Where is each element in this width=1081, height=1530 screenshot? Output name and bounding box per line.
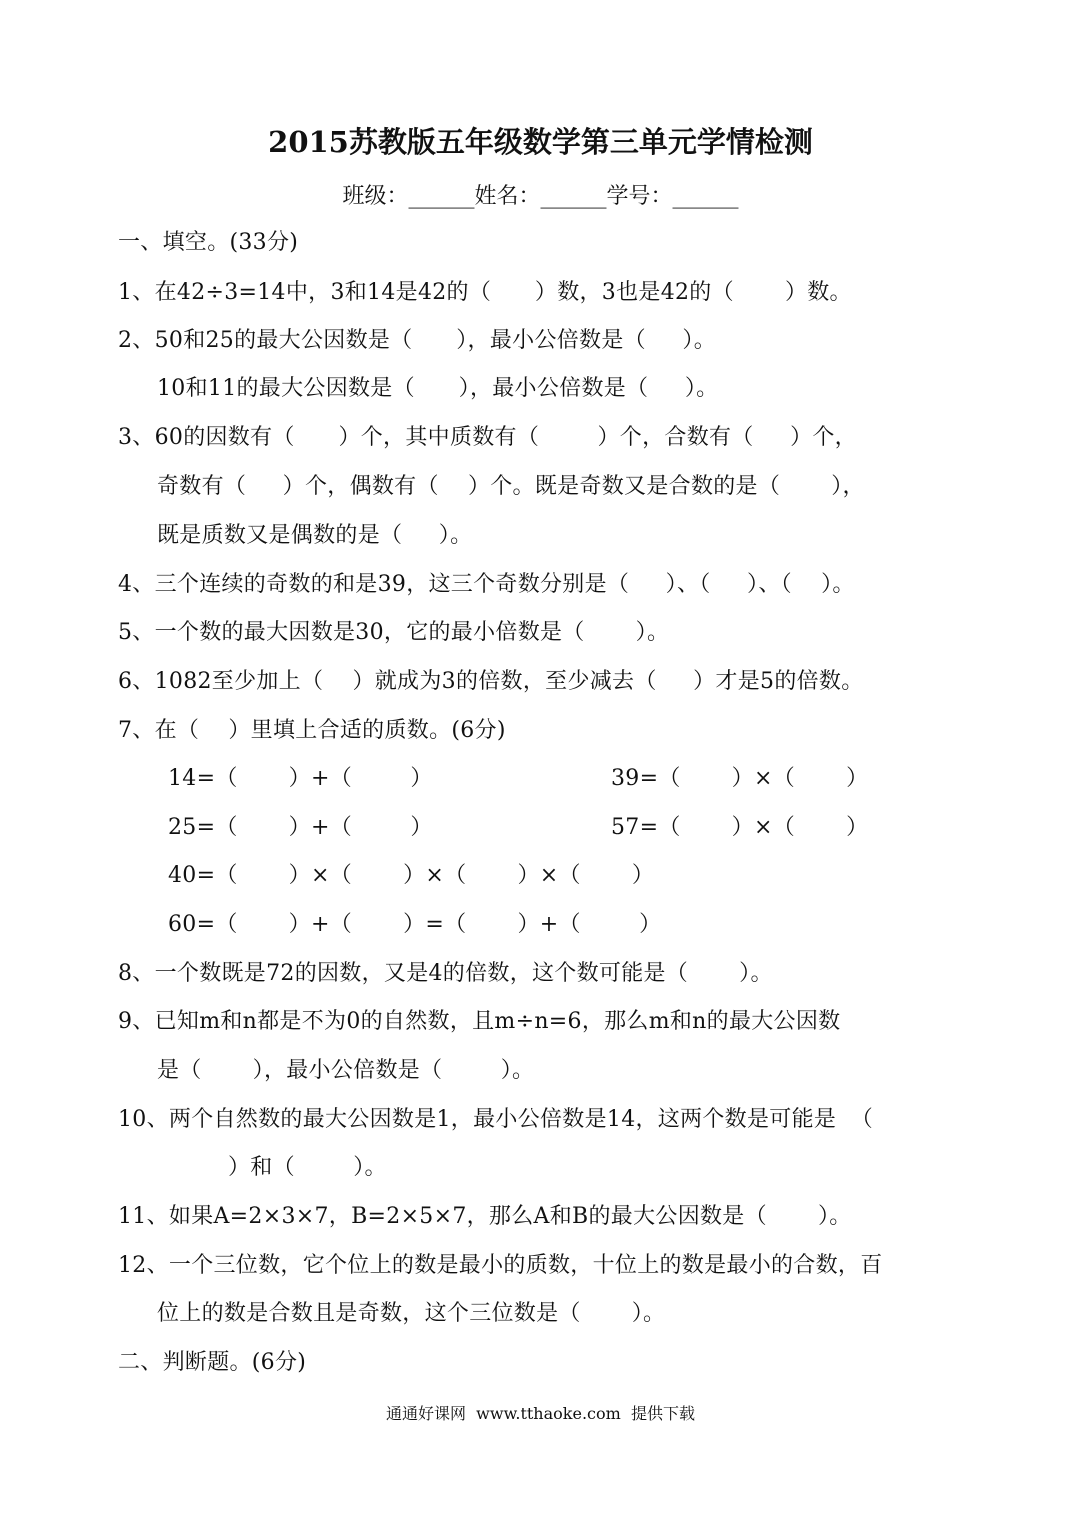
section-heading-true-false: 二、判断题。(6分): [118, 1350, 307, 1375]
question-10-line-2: ）和（ ）。: [228, 1155, 387, 1180]
question-3-line-2: 奇数有（ ）个，偶数有（ ）个。既是奇数又是合数的是（ ），: [157, 474, 865, 499]
question-12-line-2: 位上的数是合数且是奇数，这个三位数是（ ）。: [157, 1301, 666, 1326]
question-8: 8、一个数既是72的因数，又是4的倍数，这个数可能是（ ）。: [118, 961, 773, 986]
question-9-line-1: 9、已知m和n都是不为0的自然数，且m÷n=6，那么m和n的最大公因数: [118, 1009, 841, 1034]
question-3-line-1: 3、60的因数有（ ）个，其中质数有（ ）个，合数有（ ）个，: [118, 425, 857, 450]
question-9-line-2: 是（ ），最小公倍数是（ ）。: [157, 1058, 535, 1083]
question-12-line-1: 12、一个三位数，它个位上的数是最小的质数，十位上的数是最小的合数，百: [118, 1253, 883, 1278]
question-5: 5、一个数的最大因数是30，它的最小倍数是（ ）。: [118, 620, 670, 645]
question-7-item-40: 40=（ ）×（ ）×（ ）×（ ）: [168, 863, 655, 888]
student-info-line: 班级：______姓名：______学号：______: [342, 184, 739, 209]
question-7-item-14: 14=（ ）+（ ）: [168, 766, 433, 791]
question-1: 1、在42÷3=14中，3和14是42的（ ）数，3也是42的（ ）数。: [118, 280, 852, 305]
question-7: 7、在（ ）里填上合适的质数。(6分): [118, 718, 506, 743]
question-4: 4、三个连续的奇数的和是39，这三个奇数分别是（ ）、（ ）、（ ）。: [118, 572, 855, 597]
footer-download-note: 通通好课网 www.tthaoke.com 提供下载: [386, 1404, 695, 1423]
question-7-item-39: 39=（ ）×（ ）: [611, 766, 869, 791]
question-3-line-3: 既是质数又是偶数的是（ ）。: [157, 523, 473, 548]
question-7-item-25: 25=（ ）+（ ）: [168, 815, 433, 840]
question-10-line-1: 10、两个自然数的最大公因数是1，最小公倍数是14，这两个数是可能是 （: [118, 1107, 874, 1132]
question-2-line-1: 2、50和25的最大公因数是（ ），最小公倍数是（ ）。: [118, 328, 717, 353]
section-heading-fill-blank: 一、填空。(33分): [118, 230, 299, 255]
question-2-line-2: 10和11的最大公因数是（ ），最小公倍数是（ ）。: [157, 376, 719, 401]
question-11: 11、如果A=2×3×7，B=2×5×7，那么A和B的最大公因数是（ ）。: [118, 1204, 852, 1229]
page-title: 2015苏教版五年级数学第三单元学情检测: [268, 125, 813, 159]
question-7-item-60: 60=（ ）+（ ）=（ ）+（ ）: [168, 912, 662, 937]
question-7-item-57: 57=（ ）×（ ）: [611, 815, 869, 840]
question-6: 6、1082至少加上（ ）就成为3的倍数，至少减去（ ）才是5的倍数。: [118, 669, 864, 694]
